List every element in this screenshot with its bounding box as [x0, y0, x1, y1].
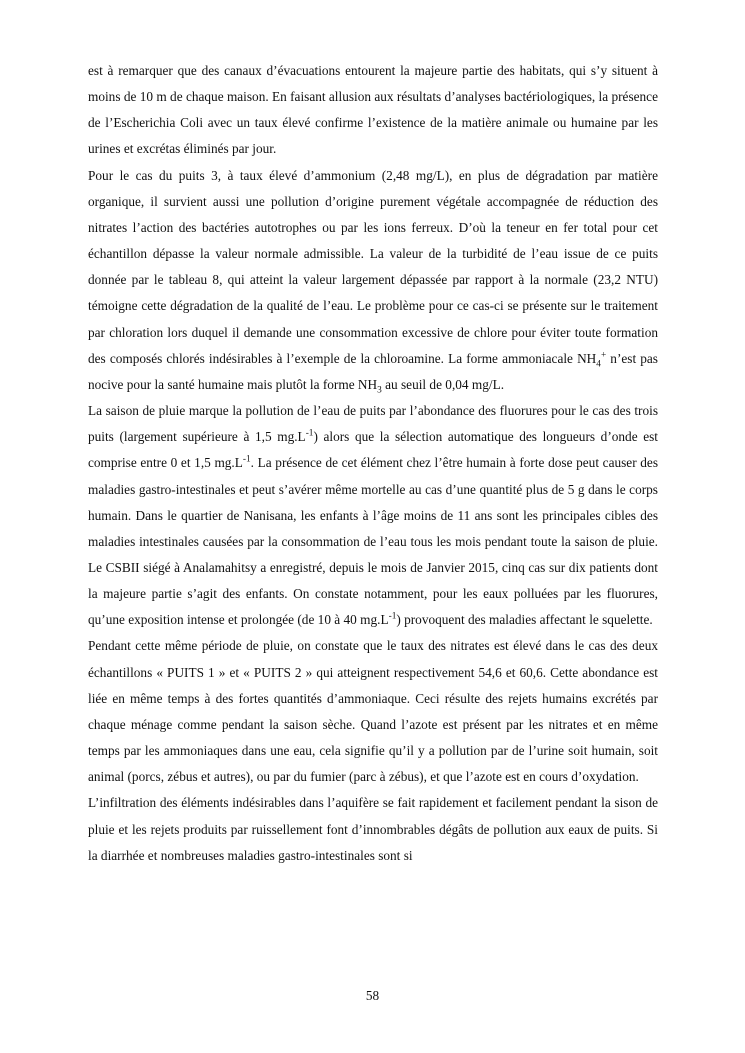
- paragraph-2: Pour le cas du puits 3, à taux élevé d’ammonium (2,48 mg/L), en plus de dégradation par matière organique, il survient aussi une pollution d’origine purement végétale accompagnée de réduction des nitrates l’action des bactéries autotrophes ou par les ions ferreux. D’où la teneur en fer total pour cet échantillon dépasse la valeur normale admissible. La valeur de la turbidité de l’eau issue de ce puits donnée par le tableau 8, qui atteint la valeur largement dépassée par rapport à la normale (23,2 NTU) témoigne cette dégradation de la qualité de l’eau. Le problème pour ce cas-ci se présente sur le traitement par chloration lors duquel il demande une consommation excessive de chlore pour éviter toute formation des composés chlorés indésirables à l’exemple de la chloroamine. La forme ammoniacale $NH_4^+$ n’est pas nocive pour la santé humaine mais plutôt la forme $NH_3$ au seuil de 0,04 mg/L.: [88, 167, 658, 396]
- paragraph-4: Pendant cette même période de pluie, on constate que le taux des nitrates est élevé dans le cas des deux échantillons « PUITS 1 » et « PUITS 2 » qui atteignent respectivement 54,6 et 60,6. Cette abondance est liée en même temps à des fortes quantités d’ammoniaque. Ceci résulte des rejets humains excrétés par chaque ménage comme pendant la saison sèche. Quand l’azote est présent par les nitrates et en même temps par les ammoniaques dans une eau, cela signifie qu’il y a pollution par de l’urine soit humain, soit animal (porcs, zébus et autres), ou par du fumier (parc à zébus), et que l’azote est en cours d’oxydation.: [88, 638, 658, 785]
- page-number: 58: [365, 988, 380, 1003]
- body-text: [88, 58, 658, 869]
- paragraph-5: L’infiltration des éléments indésirables dans l’aquifère se fait rapidement et facilement pendant la sison de pluie et les rejets produits par ruissellement font d’innombrables dégâts de pollution aux eaux de puits. Si la diarrhée et nombreuses maladies gastro-intestinales sont si: [88, 795, 658, 863]
- paragraph-1: est à remarquer que des canaux d’évacuations entourent la majeure partie des habitats, qui s’y situent à moins de 10 m de chaque maison. En faisant allusion aux résultats d’analyses bactériologiques, la présence de l’Escherichia Coli avec un taux élevé confirme l’existence de la matière animale ou humaine par les urines et excrétas éliminés par jour.: [88, 63, 658, 157]
- paragraph-3: La saison de pluie marque la pollution de l’eau de puits par l’abondance des fluorures pour le cas des trois puits (largement supérieure à 1,5 $mg.L^{-1}$) alors que la sélection automatique des longueurs d’onde est comprise entre 0 et 1,5 $mg.L^{-1}$. La présence de cet élément chez l’être humain à forte dose peut causer des maladies gastro-intestinales et peut s’avérer même mortelle au cas d’une quantité plus de 5 g dans le corps humain. Dans le quartier de Nanisana, les enfants à l’âge moins de 11 ans sont les principales cibles des maladies intestinales causées par la consommation de l’eau tous les mois pendant toute la saison de pluie. Le CSBII siégé à Analamahitsy a enregistré, depuis le mois de Janvier 2015, cinq cas sur dix patients dont la majeure partie s’agit des enfants. On constate notamment, pour les eaux polluées par les fluorures, qu’une exposition intense et prolongée (de 10 à 40 $mg.L^{-1}$) provoquent des maladies affectant le squelette.: [88, 403, 658, 628]
